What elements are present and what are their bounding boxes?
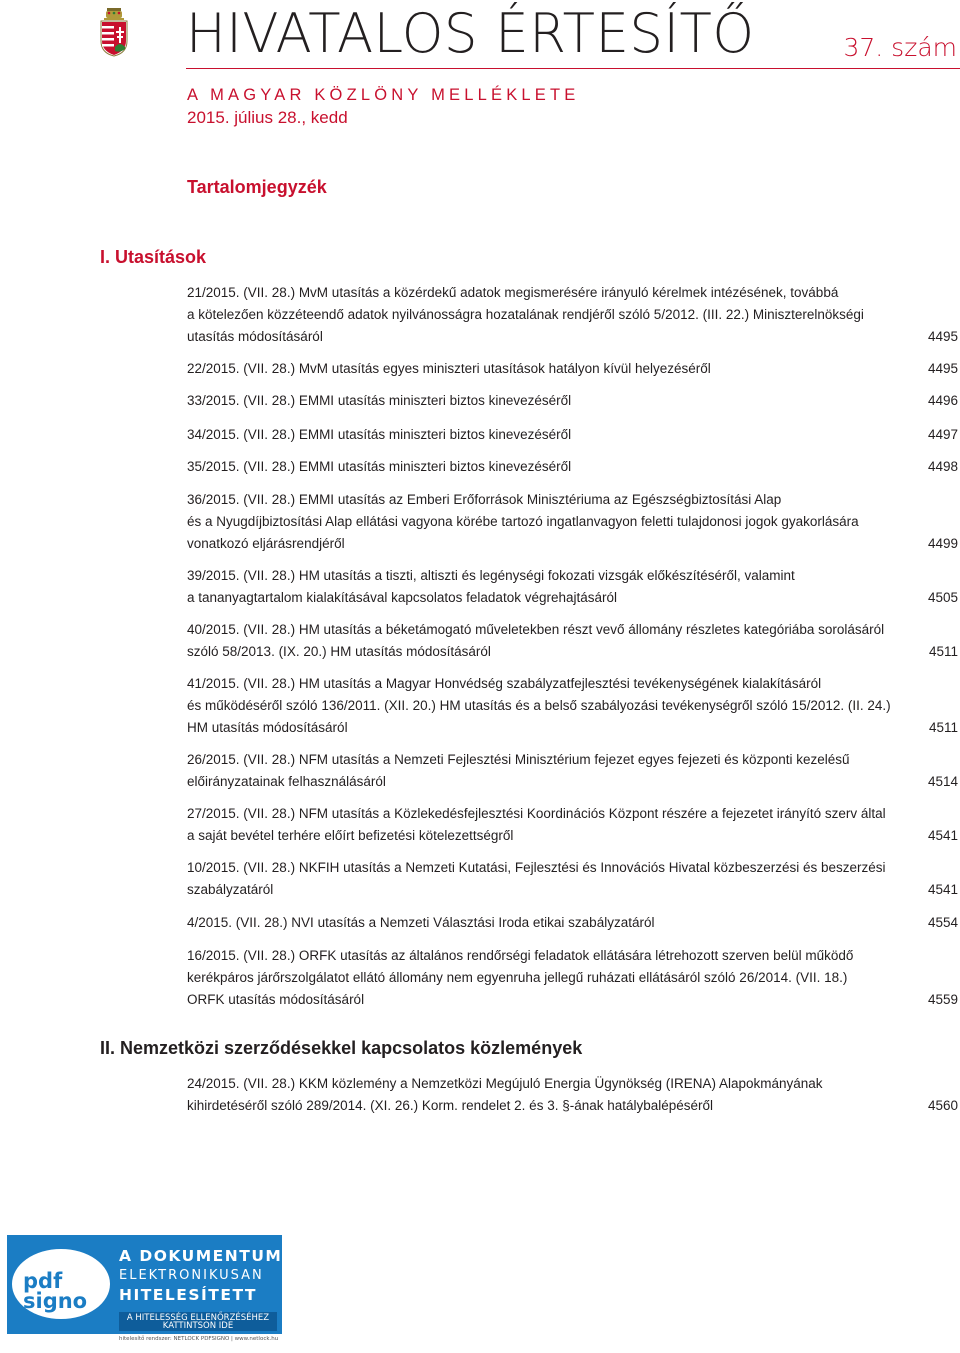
toc-entry-title: 36/2015. (VII. 28.) EMMI utasítás az Emberi Erőforrások Minisztériuma az Egészségbiztosítási Alap és a Nyugdíjbiztosítási Alap ellátási vagyona körébe tartozó ingatlanvagyon feletti tulajdonosi jogok gyakorlására vonatkozó eljárásrendjéről	[187, 492, 859, 551]
toc-entry-title: 27/2015. (VII. 28.) NFM utasítás a Közlekedésfejlesztési Koordinációs Központ részére a fejezetet irányító szerv által a saját bevétel terhére előírt befizetési kötelezettségről	[187, 806, 886, 843]
toc-entry-page: 4559	[927, 991, 958, 1007]
signo-verify-link[interactable]: A HITELESSÉG ELLENŐRZÉSÉHEZ KATTINTSON IDE	[126, 1313, 270, 1331]
toc-entry[interactable]	[187, 673, 958, 738]
toc-entry-title: 21/2015. (VII. 28.) MvM utasítás a közérdekű adatok megismerésére irányuló kérelmek intézésének, továbbá a kötelezően közzéteendő adatok nyilvánosságra hozatalának rendjéről szóló 5/2012. (III. 22.) Miniszterelnökségi utasítás módosításáról	[187, 285, 864, 344]
toc-entry[interactable]	[187, 456, 958, 478]
pdf-signo-logo: pdf signo	[23, 1269, 88, 1313]
toc-heading: Tartalomjegyzék	[187, 177, 327, 197]
signo-line-2: ELEKTRONIKUSAN	[119, 1268, 264, 1283]
toc-entry[interactable]	[187, 857, 958, 901]
toc-entry-page: 4514	[927, 773, 958, 789]
signo-footer: hitelesítő rendszer: NETLOCK PDFSIGNO | www.netlock.hu	[7, 1334, 282, 1345]
toc-entry[interactable]	[187, 282, 958, 347]
toc-entry[interactable]	[187, 912, 958, 934]
toc-entry-title: 10/2015. (VII. 28.) NKFIH utasítás a Nemzeti Kutatási, Fejlesztési és Innovációs Hivatal közbeszerzési és beszerzési szabályzatáról	[187, 860, 886, 897]
toc-entry[interactable]	[187, 749, 958, 793]
toc-entry-page: 4497	[927, 427, 958, 442]
toc-entry-title: 33/2015. (VII. 28.) EMMI utasítás miniszteri biztos kinevezéséről	[187, 393, 572, 408]
issue-number: 37. szám	[843, 33, 957, 62]
toc-entry-page: 4541	[927, 827, 958, 843]
toc-entry-title: 16/2015. (VII. 28.) ORFK utasítás az általános rendőrségi feladatok ellátására létrehozott szerven belül működő kerékpáros járőrszolgálatot ellátó állomány nem egyenruha jellegű ruházati ellátásáról szóló 26/2014. (VII. 18.) ORFK utasítás módosításáról	[187, 948, 854, 1007]
toc-entry[interactable]	[187, 565, 958, 609]
section-heading-nemzetkozi: II. Nemzetközi szerződésekkel kapcsolatos közlemények	[100, 1038, 583, 1058]
toc-entry-page: 4495	[927, 361, 958, 376]
toc-entry[interactable]	[187, 1073, 958, 1117]
publication-subtitle: A MAGYAR KÖZLÖNY MELLÉKLETE	[187, 86, 580, 104]
toc-entry-page: 4554	[927, 915, 958, 930]
section-heading-utasitasok: I. Utasítások	[100, 247, 207, 267]
toc-entry-title: 22/2015. (VII. 28.) MvM utasítás egyes miniszteri utasítások hatályon kívül helyezéséről	[187, 361, 711, 376]
coat-of-arms-icon	[99, 7, 129, 57]
toc-entry[interactable]	[187, 803, 958, 847]
publication-title: HIVATALOS ÉRTESÍTŐ	[186, 2, 755, 65]
toc-entry[interactable]	[187, 424, 958, 446]
toc-entry-title: 40/2015. (VII. 28.) HM utasítás a béketámogató műveletekben részt vevő állomány részletes kategóriába sorolásáról szóló 58/2013. (IX. 20.) HM utasítás módosításáról	[187, 622, 885, 659]
toc-entry-page: 4511	[928, 643, 958, 659]
toc-entry-page: 4505	[927, 589, 958, 605]
toc-entry[interactable]	[187, 358, 958, 380]
pdf-signo-badge[interactable]	[7, 1235, 282, 1345]
toc-entry-title: 26/2015. (VII. 28.) NFM utasítás a Nemzeti Fejlesztési Minisztérium fejezet egyes fejezeti és központi kezelésű előirányzatainak felhasználásáról	[187, 752, 850, 789]
toc-entry-title: 41/2015. (VII. 28.) HM utasítás a Magyar Honvédség szabályzatfejlesztési tevékenységének kialakításáról és működéséről szóló 136/2011. (XII. 20.) HM utasítás és a belső szabályozási tevékenységről szóló 15/2012. (II. 24.) HM utasítás módosításáról	[187, 676, 891, 735]
toc-entry[interactable]	[187, 489, 958, 554]
toc-entry-page: 4541	[927, 881, 958, 897]
toc-entry-page: 4495	[927, 328, 958, 344]
signo-line-1: A DOKUMENTUM	[119, 1247, 282, 1265]
toc-entry-title: 4/2015. (VII. 28.) NVI utasítás a Nemzeti Választási Iroda etikai szabályzatáról	[187, 915, 655, 930]
toc-entry-title: 24/2015. (VII. 28.) KKM közlemény a Nemzetközi Megújuló Energia Ügynökség (IRENA) Alapokmányának kihirdetéséről szóló 289/2014. (XI. 26.) Korm. rendelet 2. és 3. §-ának hatálybalépéséről	[187, 1076, 823, 1113]
toc-entry-page: 4560	[927, 1097, 958, 1113]
toc-entry-title: 34/2015. (VII. 28.) EMMI utasítás miniszteri biztos kinevezéséről	[187, 427, 572, 442]
toc-entry-page: 4496	[927, 393, 958, 408]
toc-entry[interactable]	[187, 390, 958, 412]
signo-line-3: HITELESÍTETT	[119, 1286, 257, 1304]
toc-entry[interactable]	[187, 945, 958, 1010]
publication-date: 2015. július 28., kedd	[187, 108, 348, 127]
toc-entry-title: 35/2015. (VII. 28.) EMMI utasítás miniszteri biztos kinevezéséről	[187, 459, 572, 474]
toc-entry-title: 39/2015. (VII. 28.) HM utasítás a tiszti, altiszti és legénységi fokozati vizsgák előkészítéséről, valamint a tananyagtartalom kialakításával kapcsolatos feladatok végrehajtásáról	[187, 568, 795, 605]
toc-entry[interactable]	[187, 619, 958, 663]
header-divider	[186, 68, 960, 69]
toc-entry-page: 4499	[927, 535, 958, 551]
toc-entry-page: 4498	[927, 459, 958, 474]
toc-entry-page: 4511	[928, 719, 958, 735]
